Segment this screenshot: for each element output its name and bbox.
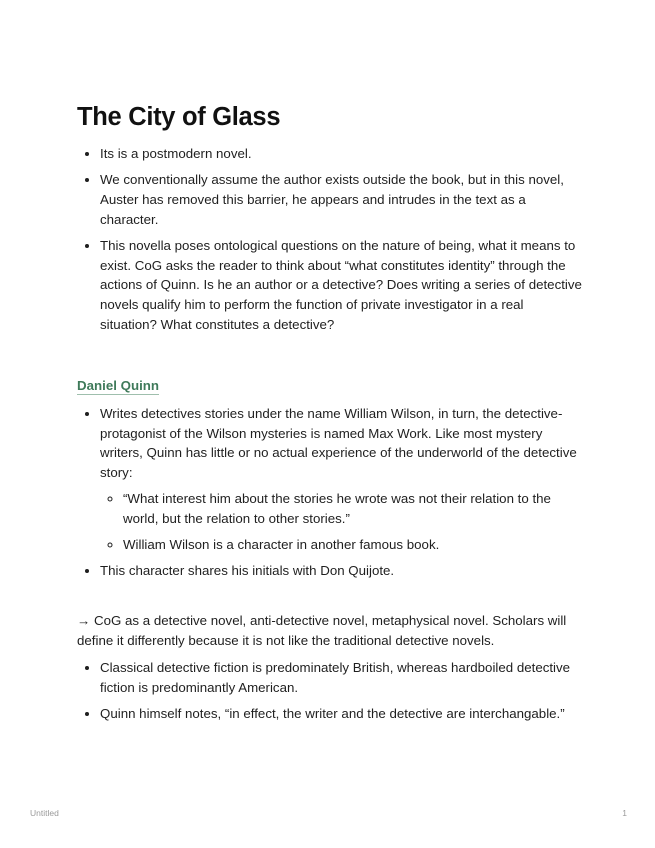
- footer-page-number: 1: [622, 808, 627, 818]
- list-item: • We conventionally assume the author exists outside the book, but in this novel, Auster has removed this barrier, he appears and intrudes in the text as a character.: [100, 170, 583, 229]
- list-item: • This novella poses ontological questions on the nature of being, what it means to exist. CoG asks the reader to think about “what constitutes identity” through the actions of Quinn. Is he an author or a detective? Does writing a series of detective novels qualify him to perform the function of private investigator in a real situation? What constitutes a detective?: [100, 236, 583, 335]
- nested-bullet-list: [100, 489, 583, 555]
- closing-bullet-list: [77, 658, 583, 724]
- nested-list-item: ◦ William Wilson is a character in another famous book.: [123, 535, 583, 555]
- list-item-text: Writes detectives stories under the name William Wilson, in turn, the detective-protagonist of the Wilson mysteries is named Max Work. Like most mystery writers, Quinn has little or no actual experience of the underworld of the detective story:: [100, 405, 577, 480]
- nested-list-item: ◦ “What interest him about the stories he wrote was not their relation to the world, but the relation to other stories.”: [123, 489, 583, 528]
- intro-bullet-list: [77, 144, 583, 334]
- document-content: [77, 100, 583, 730]
- section-heading-daniel-quinn[interactable]: Daniel Quinn: [77, 377, 160, 393]
- list-item: • Its is a postmodern novel.: [100, 144, 583, 164]
- arrow-paragraph: → CoG as a detective novel, anti-detective novel, metaphysical novel. Scholars will define it differently because it is not like the traditional detective novels.: [77, 612, 567, 648]
- footer-document-name: Untitled: [30, 808, 59, 818]
- list-item: [100, 404, 583, 555]
- list-item: • Quinn himself notes, “in effect, the writer and the detective are interchangable.”: [100, 704, 583, 724]
- list-item: • This character shares his initials with Don Quijote.: [100, 561, 583, 581]
- section-bullet-list: [77, 404, 583, 581]
- list-item: • Classical detective fiction is predominately British, whereas hardboiled detective fiction is predominantly American.: [100, 658, 583, 697]
- page-title: The City of Glass: [77, 103, 281, 131]
